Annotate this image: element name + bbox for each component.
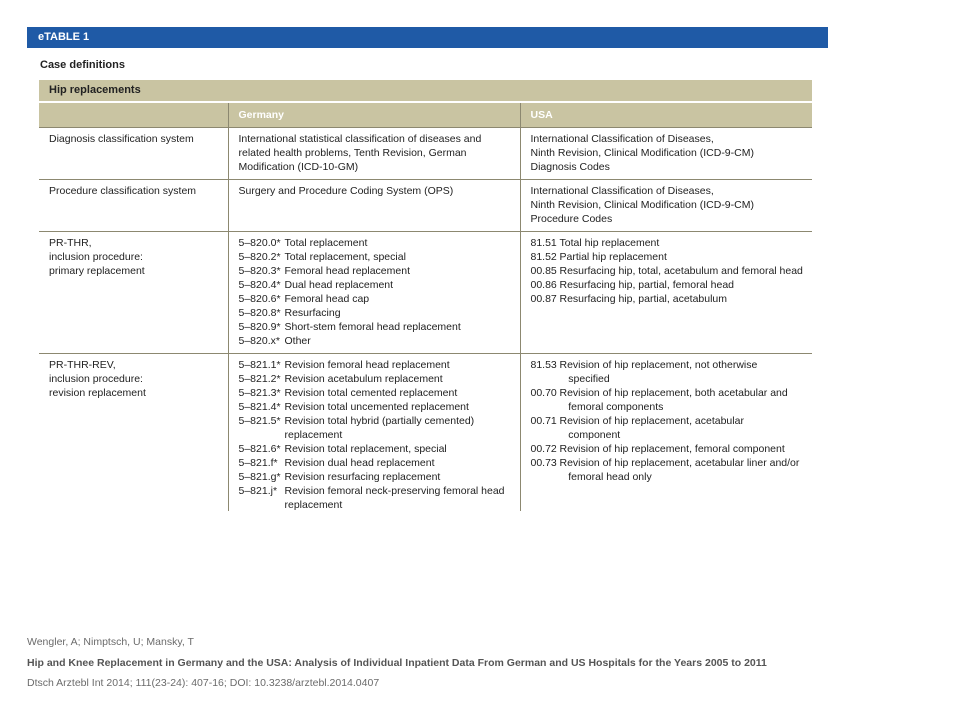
procedure-code: 00.70 bbox=[530, 387, 557, 399]
code-line bbox=[239, 484, 516, 498]
procedure-description: Dual head replacement bbox=[284, 279, 394, 291]
procedure-description: Resurfacing hip, partial, acetabulum bbox=[559, 293, 728, 305]
procedure-description: related health problems, Tenth Revision, German bbox=[238, 147, 467, 159]
procedure-code: 81.51 bbox=[530, 237, 557, 249]
germany-cell bbox=[228, 354, 520, 512]
code-line bbox=[531, 386, 809, 400]
procedure-code: 5–821.6* bbox=[238, 443, 281, 455]
table-row bbox=[39, 180, 812, 232]
code-line bbox=[239, 184, 516, 198]
procedure-description: Diagnosis Codes bbox=[530, 161, 610, 173]
table-row bbox=[39, 232, 812, 354]
table-label: eTABLE 1 bbox=[27, 27, 828, 48]
category-cell bbox=[39, 180, 228, 232]
category-line: Diagnosis classification system bbox=[49, 133, 194, 145]
procedure-code: 5–821.j* bbox=[238, 485, 278, 497]
procedure-code bbox=[531, 470, 560, 484]
procedure-code: 81.52 bbox=[530, 251, 557, 263]
procedure-code: 5–820.6* bbox=[238, 293, 281, 305]
code-line bbox=[239, 278, 516, 292]
citation-authors: Wengler, A; Nimptsch, U; Mansky, T bbox=[27, 636, 194, 648]
case-definitions-table bbox=[39, 101, 812, 511]
code-line bbox=[239, 306, 516, 320]
procedure-description: Resurfacing bbox=[284, 307, 341, 319]
procedure-code bbox=[531, 428, 560, 442]
procedure-code: 5–820.4* bbox=[238, 279, 281, 291]
citation-title: Hip and Knee Replacement in Germany and the USA: Analysis of Individual Inpatient Data From German and US Hospitals for the Years 2005 to 2011 bbox=[27, 657, 767, 669]
procedure-description: Revision of hip replacement, femoral component bbox=[559, 443, 785, 455]
procedure-code: 5–821.g* bbox=[238, 471, 281, 483]
code-line bbox=[239, 160, 516, 174]
usa-cell bbox=[520, 354, 812, 512]
procedure-description: Other bbox=[284, 335, 311, 347]
code-line bbox=[531, 456, 809, 470]
procedure-code: 5–820.9* bbox=[238, 321, 281, 333]
procedure-code: 81.53 bbox=[530, 359, 557, 371]
procedure-code: 00.71 bbox=[530, 415, 557, 427]
procedure-code: 5–821.5* bbox=[238, 415, 281, 427]
code-line bbox=[531, 292, 809, 306]
code-line bbox=[239, 320, 516, 334]
procedure-description: femoral components bbox=[559, 401, 664, 413]
usa-cell bbox=[520, 180, 812, 232]
procedure-description: Revision acetabulum replacement bbox=[284, 373, 443, 385]
code-line bbox=[531, 278, 809, 292]
code-line bbox=[531, 358, 809, 372]
category-line: inclusion procedure: bbox=[49, 373, 143, 385]
code-line bbox=[531, 442, 809, 456]
citation-journal: Dtsch Arztebl Int 2014; 111(23-24): 407-16; DOI: 10.3238/arztebl.2014.0407 bbox=[27, 677, 380, 689]
code-line bbox=[239, 292, 516, 306]
procedure-description: Revision femoral neck-preserving femoral head bbox=[284, 485, 505, 497]
procedure-code: 00.85 bbox=[530, 265, 557, 277]
code-line bbox=[239, 456, 516, 470]
procedure-code bbox=[531, 400, 560, 414]
table-row bbox=[39, 354, 812, 512]
procedure-description: Revision of hip replacement, acetabular liner and/or bbox=[559, 457, 800, 469]
procedure-description: Total replacement, special bbox=[284, 251, 406, 263]
procedure-description: Revision total cemented replacement bbox=[284, 387, 458, 399]
germany-cell bbox=[228, 128, 520, 180]
procedure-description: Revision of hip replacement, acetabular bbox=[559, 415, 744, 427]
procedure-description: Modification (ICD-10-GM) bbox=[238, 161, 359, 173]
procedure-code: 00.73 bbox=[530, 457, 557, 469]
table-row bbox=[39, 128, 812, 180]
code-line bbox=[239, 428, 516, 442]
procedure-description: Femoral head replacement bbox=[284, 265, 410, 277]
procedure-description: femoral head only bbox=[559, 471, 652, 483]
category-cell bbox=[39, 128, 228, 180]
code-line bbox=[239, 470, 516, 484]
procedure-description: Revision dual head replacement bbox=[284, 457, 435, 469]
procedure-description: replacement bbox=[284, 429, 343, 441]
procedure-description: International Classification of Diseases, bbox=[530, 185, 714, 197]
procedure-description: Revision total uncemented replacement bbox=[284, 401, 469, 413]
code-line bbox=[239, 250, 516, 264]
procedure-description: Ninth Revision, Clinical Modification (ICD-9-CM) bbox=[530, 147, 754, 159]
code-line bbox=[531, 400, 809, 414]
procedure-description: replacement bbox=[284, 499, 343, 511]
header-empty bbox=[39, 102, 228, 128]
header-germany: Germany bbox=[228, 102, 520, 128]
procedure-description: Short-stem femoral head replacement bbox=[284, 321, 461, 333]
code-line bbox=[531, 414, 809, 428]
germany-cell bbox=[228, 180, 520, 232]
code-line bbox=[239, 400, 516, 414]
code-line bbox=[239, 498, 516, 511]
header-usa: USA bbox=[520, 102, 812, 128]
usa-cell bbox=[520, 128, 812, 180]
procedure-description: International Classification of Diseases, bbox=[530, 133, 714, 145]
code-line bbox=[531, 184, 809, 198]
procedure-description: Revision of hip replacement, not otherwise bbox=[559, 359, 758, 371]
code-line bbox=[531, 372, 809, 386]
procedure-code: 5–821.2* bbox=[238, 373, 281, 385]
code-line bbox=[531, 132, 809, 146]
table-figure bbox=[27, 27, 828, 511]
procedure-description: Revision of hip replacement, both acetabular and bbox=[559, 387, 788, 399]
category-line: revision replacement bbox=[49, 387, 146, 399]
procedure-description: Resurfacing hip, total, acetabulum and femoral head bbox=[559, 265, 803, 277]
category-line: Procedure classification system bbox=[49, 185, 197, 197]
code-line bbox=[531, 212, 809, 226]
category-line: PR-THR-REV, bbox=[49, 359, 116, 371]
procedure-description: Resurfacing hip, partial, femoral head bbox=[559, 279, 735, 291]
procedure-code: 5–820.0* bbox=[238, 237, 281, 249]
procedure-description: Revision total replacement, special bbox=[284, 443, 447, 455]
procedure-description: component bbox=[559, 429, 621, 441]
code-line bbox=[531, 428, 809, 442]
procedure-description: specified bbox=[559, 373, 610, 385]
procedure-code: 5–821.1* bbox=[238, 359, 281, 371]
code-line bbox=[531, 470, 809, 484]
procedure-code: 00.86 bbox=[530, 279, 557, 291]
procedure-code: 5–821.4* bbox=[238, 401, 281, 413]
category-line: primary replacement bbox=[49, 265, 145, 277]
code-line bbox=[531, 264, 809, 278]
procedure-description: Revision femoral head replacement bbox=[284, 359, 450, 371]
code-line bbox=[239, 414, 516, 428]
procedure-description: Total replacement bbox=[284, 237, 368, 249]
procedure-code: 00.87 bbox=[530, 293, 557, 305]
code-line bbox=[531, 160, 809, 174]
procedure-description: International statistical classification of diseases and bbox=[238, 133, 482, 145]
code-line bbox=[239, 236, 516, 250]
procedure-description: Revision resurfacing replacement bbox=[284, 471, 441, 483]
procedure-description: Total hip replacement bbox=[559, 237, 660, 249]
code-line bbox=[239, 334, 516, 348]
procedure-description: Procedure Codes bbox=[530, 213, 613, 225]
procedure-code: 00.72 bbox=[530, 443, 557, 455]
code-line bbox=[531, 236, 809, 250]
code-line bbox=[239, 442, 516, 456]
code-line bbox=[531, 250, 809, 264]
procedure-code: 5–820.3* bbox=[238, 265, 281, 277]
procedure-code bbox=[239, 428, 285, 442]
code-line bbox=[239, 264, 516, 278]
code-line bbox=[239, 132, 516, 146]
section-header: Hip replacements bbox=[39, 80, 812, 101]
procedure-description: Revision total hybrid (partially cemented) bbox=[284, 415, 475, 427]
code-line bbox=[531, 198, 809, 212]
procedure-code: 5–821.f* bbox=[238, 457, 278, 469]
procedure-description: Partial hip replacement bbox=[559, 251, 667, 263]
code-line bbox=[239, 358, 516, 372]
code-line bbox=[531, 146, 809, 160]
procedure-code: 5–820.8* bbox=[238, 307, 281, 319]
code-line bbox=[239, 146, 516, 160]
procedure-code: 5–820.2* bbox=[238, 251, 281, 263]
category-cell bbox=[39, 354, 228, 512]
usa-cell bbox=[520, 232, 812, 354]
table-title: Case definitions bbox=[40, 59, 125, 71]
category-line: inclusion procedure: bbox=[49, 251, 143, 263]
germany-cell bbox=[228, 232, 520, 354]
table-header-row bbox=[39, 102, 812, 128]
procedure-code bbox=[531, 372, 560, 386]
procedure-code bbox=[239, 498, 285, 511]
procedure-code: 5–821.3* bbox=[238, 387, 281, 399]
category-cell bbox=[39, 232, 228, 354]
procedure-code: 5–820.x* bbox=[238, 335, 280, 347]
code-line bbox=[239, 386, 516, 400]
procedure-description: Ninth Revision, Clinical Modification (ICD-9-CM) bbox=[530, 199, 754, 211]
procedure-description: Surgery and Procedure Coding System (OPS) bbox=[238, 185, 454, 197]
procedure-description: Femoral head cap bbox=[284, 293, 370, 305]
category-line: PR-THR, bbox=[49, 237, 92, 249]
code-line bbox=[239, 372, 516, 386]
